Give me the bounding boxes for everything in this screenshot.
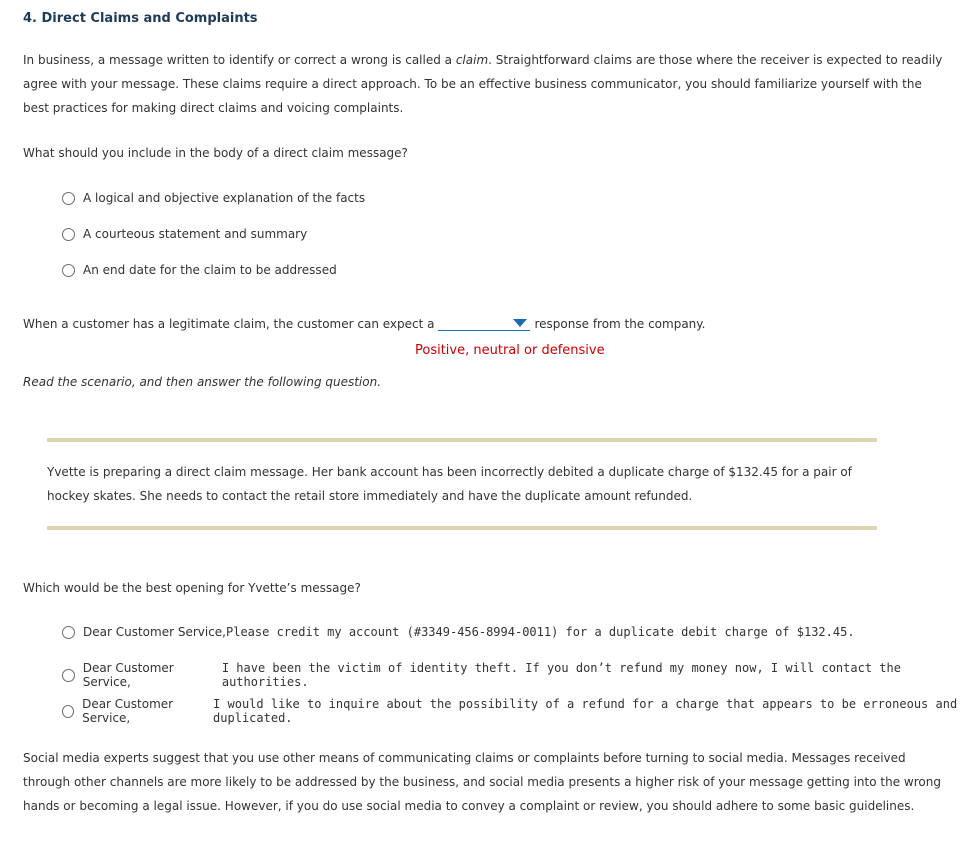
dropdown-hint: Positive, neutral or defensive [415, 343, 605, 358]
question-1-option-2[interactable] [62, 227, 307, 241]
question-1-option-3[interactable] [62, 263, 337, 277]
option-label: An end date for the claim to be addressed [83, 263, 337, 277]
radio-button[interactable] [62, 228, 75, 241]
chevron-down-icon [513, 319, 527, 327]
question-2-option-1[interactable] [62, 625, 855, 639]
option-salutation: Dear Customer Service, [83, 625, 226, 639]
option-body: I have been the victim of identity theft. If you don’t refund my money now, I will contact the authorities. [221, 661, 901, 689]
fill-in-text-before: When a customer has a legitimate claim, the customer can expect a [23, 317, 435, 331]
option-body: Please credit my account (#3349-456-8994-0011) for a duplicate debit charge of $132.45. [226, 625, 855, 639]
radio-button[interactable] [62, 264, 75, 277]
option-label: A logical and objective explanation of the facts [83, 191, 366, 205]
option-body: I would like to inquire about the possibility of a refund for a charge that appears to be erroneous and duplicated. [213, 697, 958, 725]
fill-in-text-after: response from the company. [534, 317, 706, 331]
intro-term: claim [455, 53, 489, 67]
radio-button[interactable] [62, 626, 75, 639]
fill-in-sentence [23, 314, 705, 331]
question-2-prompt: Which would be the best opening for Yvette’s message? [23, 581, 361, 595]
radio-button[interactable] [62, 192, 75, 205]
scenario-divider-top [47, 438, 877, 442]
question-1-option-1[interactable] [62, 191, 365, 205]
section-title: 4. Direct Claims and Complaints [23, 11, 258, 26]
intro-text-after: . Straightforward claims are those where the receiver is expected to readily agree with your message. These claims require a direct approach. To be an effective business communicator, you should familiarize yourself with the best practices for making direct claims and voicing complaints. [23, 53, 943, 115]
scenario-divider-bottom [47, 526, 877, 530]
question-2-option-3[interactable] [62, 697, 974, 725]
option-salutation: Dear Customer Service, [82, 697, 174, 725]
scenario-instruction: Read the scenario, and then answer the following question. [23, 375, 382, 389]
response-type-dropdown[interactable] [438, 314, 530, 331]
closing-paragraph: Social media experts suggest that you use other means of communicating claims or complaints before turning to social media. Messages received through other channels are more likely to be addressed by the business, and social media presents a higher risk of your message getting into the wrong hands or becoming a legal issue. However, if you do use social media to convey a complaint or review, you should adhere to some basic guidelines. [23, 751, 941, 813]
radio-button[interactable] [62, 669, 75, 682]
intro-paragraph [23, 48, 943, 120]
question-2-option-2[interactable] [62, 661, 974, 689]
question-1-prompt: What should you include in the body of a direct claim message? [23, 146, 408, 160]
radio-button[interactable] [62, 705, 74, 718]
option-salutation: Dear Customer Service, [82, 661, 174, 689]
intro-text-before: In business, a message written to identify or correct a wrong is called a [23, 53, 456, 67]
scenario-text: Yvette is preparing a direct claim message. Her bank account has been incorrectly debited a duplicate charge of $132.45 for a pair of hockey skates. She needs to contact the retail store immediately and have the duplicate amount refunded. [47, 465, 852, 503]
option-label: A courteous statement and summary [83, 227, 308, 241]
